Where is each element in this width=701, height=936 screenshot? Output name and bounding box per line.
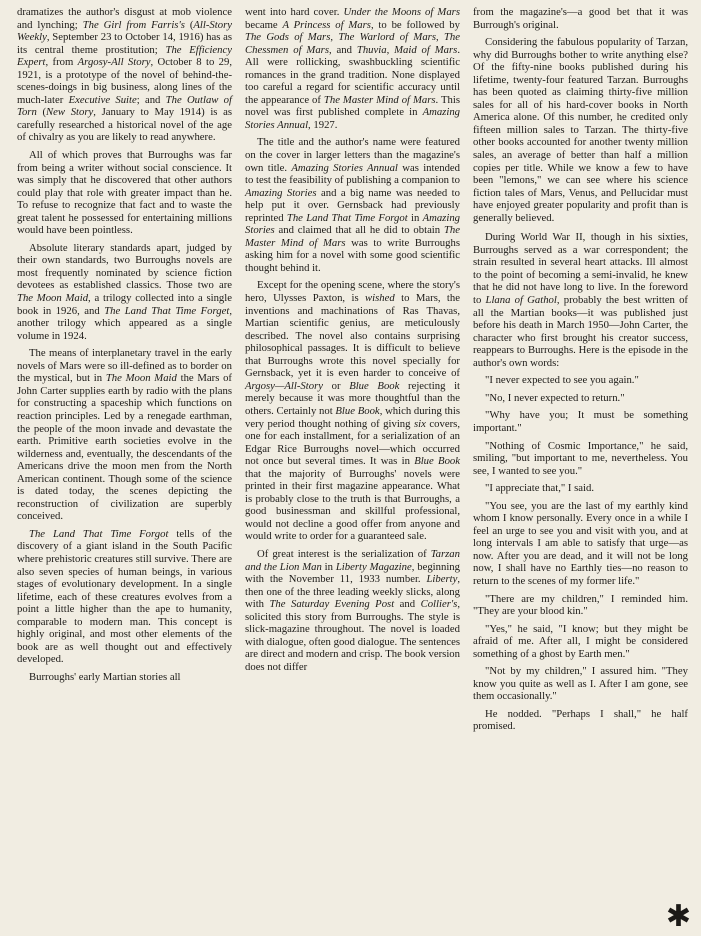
italic-title: Tarzan and the Lion Man (245, 547, 460, 573)
text-columns (17, 6, 692, 936)
end-of-article-mark: ✱ (665, 899, 691, 934)
paragraph: went into hard cover. Under the Moons of Mars became A Princess of Mars, to be followed by The Gods of Mars, The Warlord of Mars, The Chessmen of Mars, and Thuvia, Maid of Mars. All were rollicking, swashbuckling scientific romances in the grand tradition. None displayed too careful a regard for scientific accuracy until the appearance of The Master Mind of Mars. This novel was first published complete in Amazing Stories Annual, 1927. (245, 6, 460, 131)
paragraph: He nodded. "Perhaps I shall," he half promised. (473, 707, 688, 733)
paragraph: "Why have you; It must be something important." (473, 409, 688, 434)
italic-title: The Moon Maid (105, 372, 177, 385)
paragraph: Of great interest is the serialization of Tarzan and the Lion Man in Liberty Magazine, beginning with the November 11, 1933 number. Liberty, then one of the three leading weekly slicks, along with The Saturday Evening Post and Collier's, solicited this story from Burroughs. The style is slick-magazine throughout. The novel is loaded with dialogue, often good dialogue. The sentences are direct and modern and crisp. The book version does not differ (245, 547, 460, 673)
column-1 (17, 6, 232, 936)
paragraph: "Yes," he said, "I know; but they might be afraid of me. After all, I might be considered something of a ghost by Earth men." (473, 622, 688, 660)
italic-title: The Efficiency Expert (17, 43, 232, 69)
italic-title: The Moon Maid (17, 292, 89, 305)
paragraph: "There are my children," I reminded him. "They are your blood kin." (473, 592, 688, 618)
paragraph: The title and the author's name were featured on the cover in larger letters than the magazine's own title. Amazing Stories Annual was intended to test the feasibility of publishing a companion to Amazing Stories and a big name was needed to help put it over. Gernsback had previously reprinted The Land That Time Forgot in Amazing Stories and claimed that all he did to obtain The Master Mind of Mars was to write Burroughs asking him for a novel with some good scientific thought behind it. (245, 136, 461, 274)
italic-title: The Warlord of Mars (338, 31, 436, 44)
italic-title: Argosy—All-Story (245, 379, 323, 392)
column-2 (245, 6, 460, 936)
italic-title: Blue Book (335, 404, 380, 417)
italic-title: The Master Mind of Mars (323, 93, 436, 106)
italic-title: The Land That Time Forgot (29, 527, 169, 540)
italic-title: Collier's (420, 598, 458, 611)
column-3 (473, 6, 688, 936)
italic-title: New Story (46, 106, 94, 119)
paragraph: The Land That Time Forgot tells of the discovery of a giant island in the South Pacific where prehistoric creatures still survive. There are also seven species of human beings, in various stages of evolutionary development. In a single lifetime, each of these creatures evolves from a point a little higher than the ape to humanity, comparable to modern man. This concept is highly original, and most other elements of the book are as well thought out and effectively developed. (17, 527, 232, 666)
paragraph: Considering the fabulous popularity of Tarzan, why did Burroughs bother to write anything else? Of the fifty-nine books published during his lifetime, twenty-four featured Tarzan. Burroughs has been quoted as claiming thirty-five million sales for all of his hard-cover books in North America alone. Of this number, he credited only fifteen million sales to Tarzan. The thirty-five other books accounted for another twenty million sales, an average of better than half a million copies per title. While we know a few to have been "lemons," we can see where his science fiction tales of Mars, Venus, and Pellucidar must have enjoyed greater popularity and profit than is generally believed. (473, 36, 688, 224)
paragraph: "I never expected to see you again." (485, 374, 639, 387)
italic-title: The Master Mind of Mars (245, 224, 460, 249)
italic-title: Executive Suite (68, 93, 137, 106)
paragraph: Burroughs' early Martian stories all (29, 670, 181, 683)
italic-title: Amazing Stories Annual (291, 161, 398, 174)
italic-title: A Princess of Mars (282, 18, 371, 31)
italic-title: The Chessmen of Mars (245, 31, 460, 56)
italic-title: six (414, 417, 426, 430)
italic-title: All-Story Weekly (17, 18, 232, 44)
italic-title: Liberty (426, 573, 458, 586)
paragraph: The means of interplanetary travel in the early novels of Mars were so ill-defined as to border on the mystical, but in The Moon Maid the Mars of John Carter supplies earth by radio with the plans for constructing a spaceship which functions on reaction principles. Led by a renegade earthman, the people of the moon invade and devastate the earth. Primitive earth societies evolve in the wilderness and, eventually, the descendants of the Americans drive the moon men from the North American continent. Though some of the science is dated today, the scenes depicting the reconstruction of civilization are superbly conceived. (17, 347, 232, 523)
paragraph: All of which proves that Burroughs was far from being a writer without social conscience. It was simply that he discovered that other authors could play that role with greater impact than he. To refuse to recognize that fact and to waste the great talent he possessed for entertaining millions would have been pointless. (17, 149, 232, 237)
paragraph: Absolute literary standards apart, judged by their own standards, two Burroughs novels are most frequently nominated by science fiction devotees as established classics. Those two are The Moon Maid, a trilogy collected into a single book in 1926, and The Land That Time Forget, another trilogy which appeared as a single volume in 1924. (17, 241, 232, 342)
paragraph: "I appreciate that," I said. (485, 482, 595, 495)
italic-title: The Saturday Evening Post (269, 598, 395, 611)
paragraph: "Not by my children," I assured him. "They know you quite as well as I. After I am gone, see them occasionally." (473, 665, 688, 703)
italic-title: Argosy-All Story (77, 56, 151, 69)
italic-title: The Outlaw of Torn (17, 93, 232, 119)
paragraph: from the magazine's—a good bet that it was Burrough's original. (473, 6, 688, 31)
italic-title: Blue Book (349, 379, 400, 392)
paragraph: "You see, you are the last of my earthly kind whom I know personally. Every once in a while I feel an urge to see you and visit with you, and at long intervals I am able to satisfy that urge—as now. After you are dead, and it will not be long now, I shall have no Earthly ties—no reason to return to the scenes of my former life." (473, 499, 688, 587)
italic-title: Liberty Magazine (335, 560, 412, 573)
italic-title: The Land That Time Forget (104, 304, 230, 317)
italic-title: Amazing Stories (245, 211, 460, 237)
italic-title: Blue Book (414, 455, 460, 468)
paragraph: dramatizes the author's disgust at mob violence and lynching; The Girl from Farris's (All-Story Weekly, September 23 to October 14, 1916) has as its central theme prostitution; The Efficiency Expert, from Argosy-All Story, October 8 to 29, 1921, is a prototype of the novel of behind-the-scenes-doings in big business, along lines of the much-later Executive Suite; and The Outlaw of Torn (New Story, January to May 1914) is as carefully researched a historical novel of the age of chivalry as you are likely to read anywhere. (17, 6, 233, 144)
paragraph: "No, I never expected to return." (485, 391, 625, 404)
paragraph: During World War II, though in his sixties, Burroughs served as a war correspondent; the strain resulted in several heart attacks. Ill almost to the point of becoming a semi-invalid, he knew that he did not have long to live. In the foreword to Llana of Gathol, probably the best written of all the Martian books—it was published just before his death in March 1950—John Carter, the character who first brought his creator success, reappears to Burroughs. Here is the episode in the author's own words: (473, 231, 688, 369)
italic-title: The Gods of Mars (245, 31, 331, 44)
paragraph: Except for the opening scene, where the story's hero, Ulysses Paxton, is wished to Mars, the inventions and machinations of Ras Thavas, Martian scientific genius, are meticulously described. The novel also contains surprising philosophical passages. It is difficult to believe that Burroughs wrote this novel specially for Gernsback, yet it is even harder to conceive of Argosy—All-Story or Blue Book rejecting it merely because it was more thoughtful than the others. Certainly not Blue Book, which during this very period thought nothing of giving six covers, one for each installment, for a serialization of an Edgar Rice Burroughs novel—which occurred not once but several times. It was in Blue Book that the majority of Burroughs' novels were printed in their first magazine appearance. What is probably close to the truth is that Burroughs, a good businessman and skillful professional, would not decline a good offer from anyone and would write to order for a guaranteed sale. (245, 279, 461, 543)
italic-title: Amazing Stories (245, 186, 317, 199)
italic-title: Thuvia, Maid of Mars (356, 43, 458, 56)
italic-title: The Girl from Farris's (82, 18, 185, 31)
paragraph: "Nothing of Cosmic Importance," he said, smiling, "but important to me, nevertheless. You see, I wanted to see you." (473, 439, 688, 477)
italic-title: wished (365, 292, 395, 305)
italic-title: Amazing Stories Annual (245, 106, 460, 131)
italic-title: Llana of Gathol (485, 294, 557, 307)
italic-title: The Land That Time Forgot (286, 211, 408, 224)
italic-title: Under the Moons of Mars (343, 6, 460, 18)
